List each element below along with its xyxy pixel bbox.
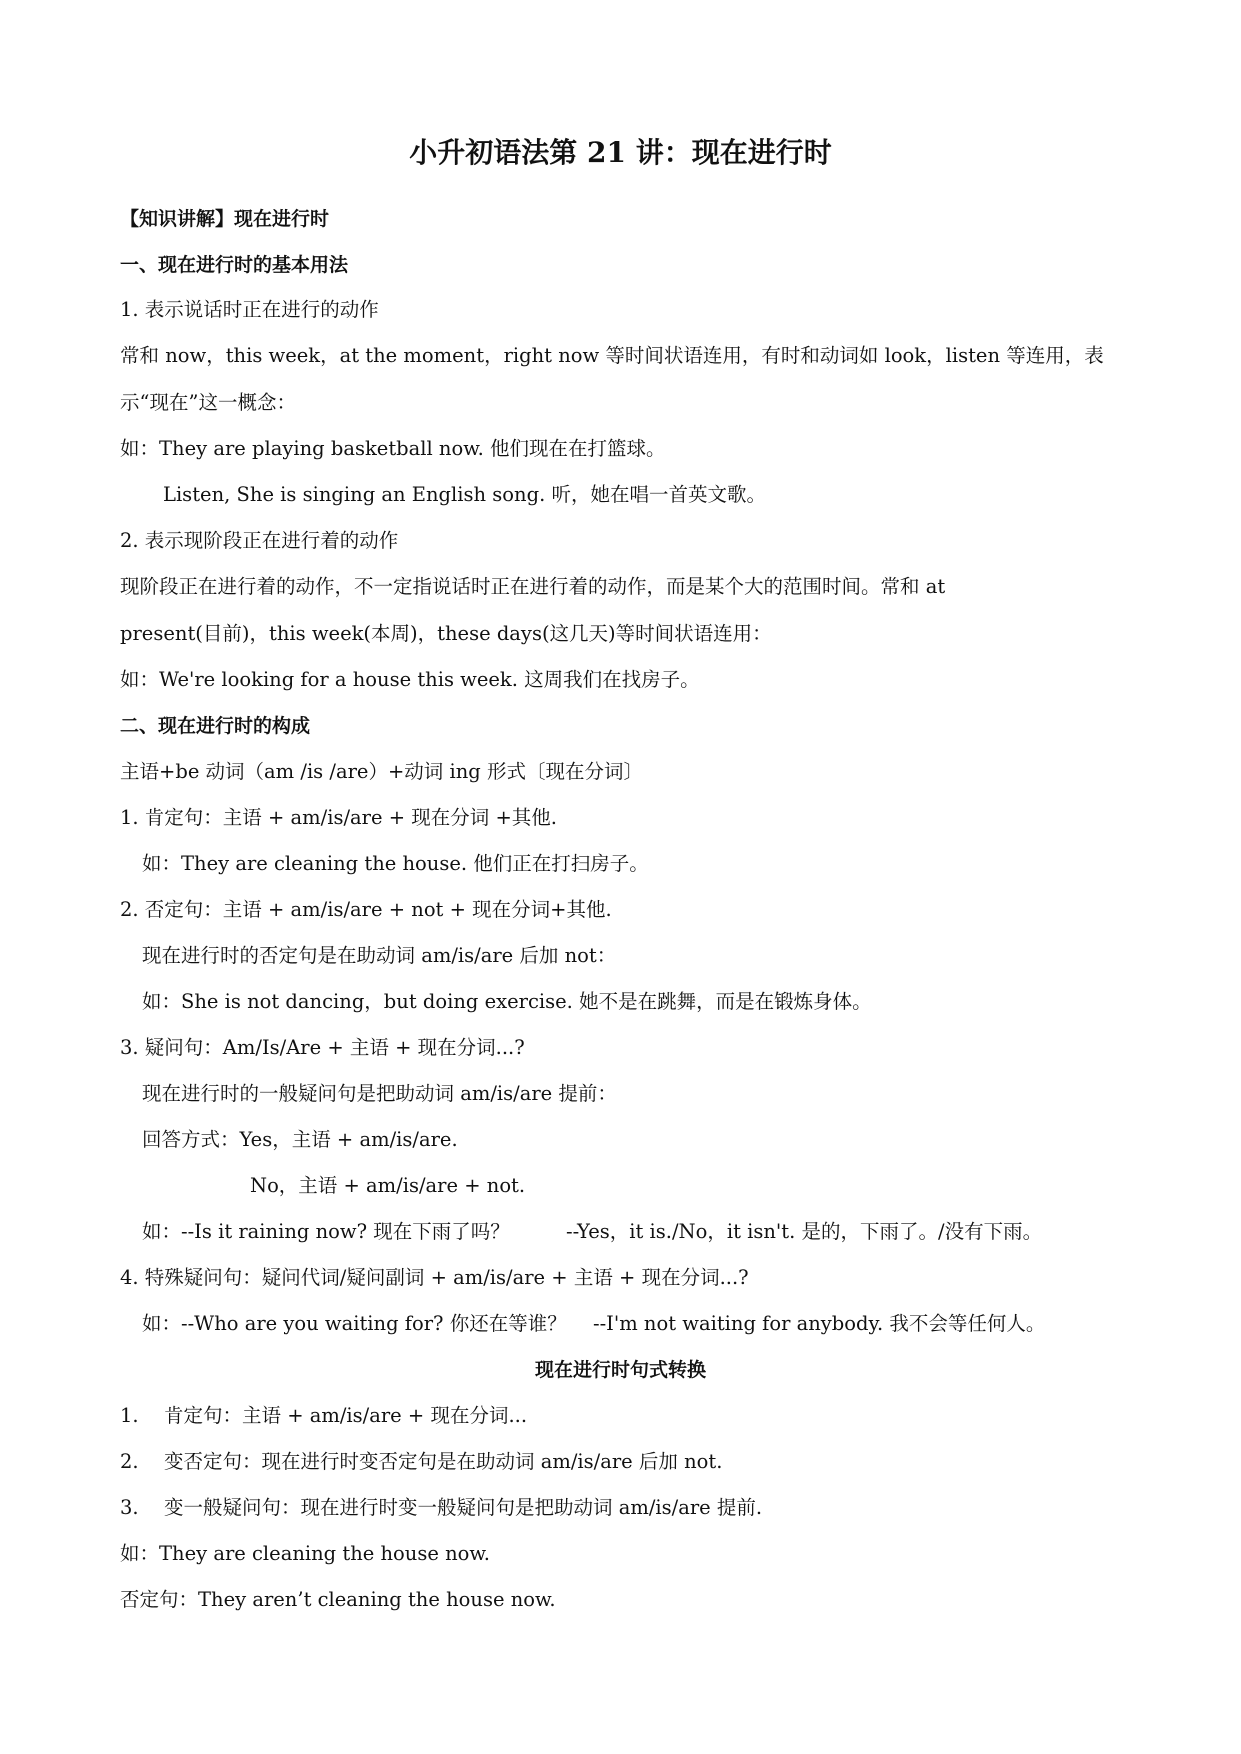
part1-item1-title: 1. 表示说话时正在进行的动作 (120, 298, 379, 321)
part2-question-note: 现在进行时的一般疑问句是把助动词 am/is/are 提前： (142, 1082, 617, 1105)
part1-heading: 一、现在进行时的基本用法 (120, 254, 349, 276)
part2-answer-yes: 回答方式：Yes，主语 + am/is/are. (142, 1128, 458, 1151)
list-number: 2. (120, 1450, 139, 1473)
part2-heading: 二、现在进行时的构成 (120, 715, 311, 737)
list-text: 变一般疑问句：现在进行时变一般疑问句是把助动词 am/is/are 提前. (164, 1496, 763, 1519)
part1-item1-example1: 如：They are playing basketball now. 他们现在在打篮球。 (120, 437, 666, 460)
part3-list-item (120, 1494, 762, 1522)
part2-answer-no: No，主语 + am/is/are + not. (250, 1174, 526, 1197)
part2-wh-question: 4. 特殊疑问句：疑问代词/疑问副词 + am/is/are + 主语 + 现在分词...? (120, 1266, 749, 1289)
part3-list-item (120, 1402, 527, 1430)
part3-heading: 现在进行时句式转换 (534, 1359, 706, 1381)
list-text: 肯定句：主语 + am/is/are + 现在分词... (164, 1404, 528, 1427)
part2-wh-example-answer: --I'm not waiting for anybody. 我不会等任何人。 (593, 1312, 1046, 1335)
part3-list-item (120, 1448, 722, 1476)
part1-item1-text-a: 常和 now，this week，at the moment，right now 等时间状语连用，有时和动词如 look，listen 等连用，表 (120, 344, 1104, 367)
part2-negative-note: 现在进行时的否定句是在助动词 am/is/are 后加 not： (142, 944, 617, 967)
part3-negative-example: 否定句：They aren’t cleaning the house now. (120, 1588, 556, 1611)
part2-negative: 2. 否定句：主语 + am/is/are + not + 现在分词+其他. (120, 898, 612, 921)
part1-item1-example2: Listen, She is singing an English song. 听，她在唱一首英文歌。 (163, 483, 766, 506)
part1-item1-text-b: 示“现在”这一概念： (120, 391, 296, 414)
part1-item2-title: 2. 表示现阶段正在进行着的动作 (120, 529, 399, 552)
part2-affirmative: 1. 肯定句：主语 + am/is/are + 现在分词 +其他. (120, 806, 557, 829)
part2-question-example: 如：--Is it raining now? 现在下雨了吗？ (142, 1220, 510, 1243)
list-text: 变否定句：现在进行时变否定句是在助动词 am/is/are 后加 not. (164, 1450, 723, 1473)
section-label: 【知识讲解】现在进行时 (120, 208, 330, 230)
list-number: 1. (120, 1404, 139, 1427)
part2-question: 3. 疑问句：Am/Is/Are + 主语 + 现在分词...? (120, 1036, 525, 1059)
part2-negative-example: 如：She is not dancing，but doing exercise. 她不是在跳舞，而是在锻炼身体。 (142, 990, 872, 1013)
part3-example: 如：They are cleaning the house now. (120, 1542, 490, 1565)
part2-question-example-answer: --Yes，it is./No，it isn't. 是的，下雨了。/没有下雨。 (566, 1220, 1043, 1243)
part2-affirmative-example: 如：They are cleaning the house. 他们正在打扫房子。 (142, 852, 649, 875)
part2-wh-example: 如：--Who are you waiting for? 你还在等谁？ (142, 1312, 567, 1335)
part1-item2-example: 如：We're looking for a house this week. 这周我们在找房子。 (120, 668, 700, 691)
part1-item2-text-b: present(目前)，this week(本周)，these days(这几天)等时间状语连用： (120, 622, 772, 645)
page-title: 小升初语法第 21 讲：现在进行时 (409, 136, 832, 169)
part1-item2-text-a: 现阶段正在进行着的动作，不一定指说话时正在进行着的动作，而是某个大的范围时间。常和 at (120, 575, 946, 598)
part2-formula: 主语+be 动词（am /is /are）+动词 ing 形式〔现在分词〕 (120, 760, 643, 783)
list-number: 3. (120, 1496, 139, 1519)
